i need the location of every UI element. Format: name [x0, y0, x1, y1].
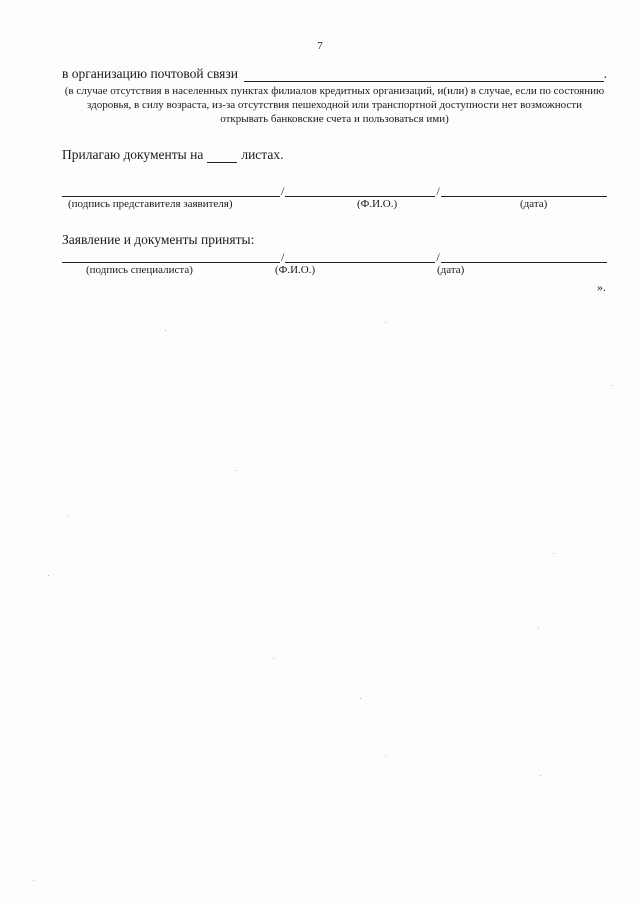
applicant-signature-caption: (подпись представителя заявителя) — [68, 198, 233, 210]
scan-speck — [273, 658, 274, 659]
specialist-signature-blank — [62, 250, 280, 263]
scan-speck — [553, 553, 554, 554]
scan-speck — [68, 515, 69, 516]
scan-speck — [385, 755, 386, 756]
attachments-line — [62, 147, 283, 163]
attachments-suffix: листах. — [241, 147, 284, 162]
specialist-date-blank — [441, 250, 607, 263]
postal-organization-trailing-mark: . — [603, 66, 607, 81]
scan-speck — [538, 628, 539, 629]
applicant-signature-row — [62, 183, 607, 211]
scan-speck — [165, 330, 166, 331]
scan-speck — [236, 470, 237, 471]
scan-speck — [33, 880, 34, 881]
specialist-name-blank — [285, 250, 435, 263]
scan-speck — [48, 575, 49, 576]
specialist-signature-captions — [62, 263, 607, 277]
specialist-name-caption: (Ф.И.О.) — [275, 264, 316, 276]
scan-speck — [612, 385, 613, 386]
applicant-separator-2: / — [436, 184, 440, 198]
applicant-separator-1: / — [281, 184, 285, 198]
specialist-signature-caption: (подпись специалиста) — [86, 264, 193, 276]
attachments-count-blank — [207, 150, 237, 163]
scan-speck — [385, 322, 386, 323]
applicant-signature-captions — [62, 197, 607, 211]
specialist-date-caption: (дата) — [437, 264, 465, 276]
page-number: 7 — [317, 40, 323, 52]
scan-speck — [360, 698, 361, 699]
applicant-signature-lines — [62, 183, 607, 197]
applicant-name-caption: (Ф.И.О.) — [357, 198, 398, 210]
applicant-name-blank — [285, 184, 435, 197]
postal-organization-field — [62, 66, 607, 82]
specialist-signature-row — [62, 249, 607, 277]
specialist-separator-1: / — [281, 250, 285, 264]
applicant-date-blank — [441, 184, 607, 197]
applicant-signature-blank — [62, 184, 280, 197]
postal-organization-blank — [244, 67, 604, 82]
attachments-prefix: Прилагаю документы на — [62, 147, 204, 162]
acceptance-title: Заявление и документы приняты: — [62, 232, 255, 247]
closing-quote-mark: ». — [597, 280, 606, 294]
scan-speck — [540, 775, 541, 776]
postal-organization-note: (в случае отсутствия в населенных пунктах филиалов кредитных организаций, и(или) в случае, если по состоянию здоровья, в силу возраста, из-за отсутствия пешеходной или транспортной доступности нет возможности открывать банковские счета и пользоваться ими) — [64, 85, 605, 125]
specialist-separator-2: / — [436, 250, 440, 264]
postal-organization-label: в организацию почтовой связи — [62, 66, 238, 81]
applicant-date-caption: (дата) — [520, 198, 548, 210]
specialist-signature-lines — [62, 249, 607, 263]
